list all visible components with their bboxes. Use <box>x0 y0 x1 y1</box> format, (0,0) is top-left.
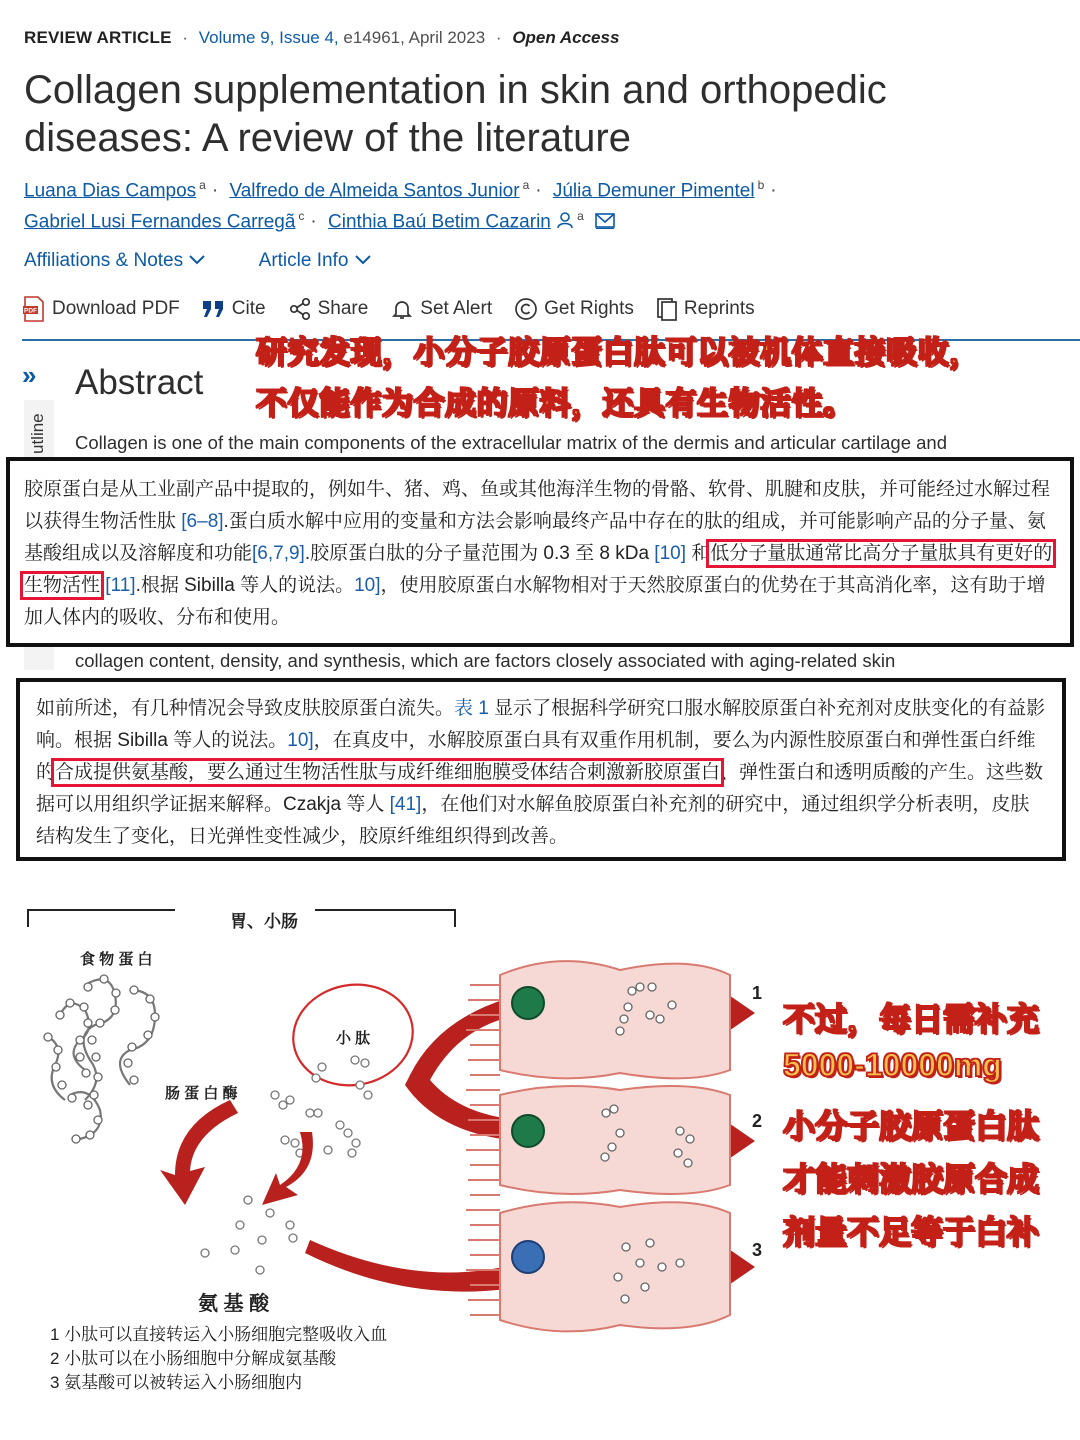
article-type: REVIEW ARTICLE <box>24 28 172 47</box>
separator: · <box>770 180 777 202</box>
intestinal-villi <box>466 961 730 1331</box>
overlay-caption-line-1: 研究发现，小分子胶原蛋白肽可以被机体直接吸收， <box>256 335 981 370</box>
download-pdf-button[interactable] <box>22 296 180 322</box>
chevron-down-icon <box>354 254 372 266</box>
article-info-toggle[interactable] <box>259 250 372 271</box>
diagram-legend-item: 3 氨基酸可以被转运入小肠细胞内 <box>50 1373 303 1392</box>
reference-link[interactable]: [11] <box>105 575 136 596</box>
article-number: e14961, April 2023 <box>343 28 486 47</box>
affiliation-marker: a <box>577 209 584 223</box>
get-rights-button[interactable] <box>514 297 634 321</box>
cite-button[interactable] <box>202 298 266 320</box>
meta-separator: · <box>182 28 189 47</box>
copyright-icon <box>514 297 538 321</box>
separator: · <box>211 180 219 202</box>
pathway-number: 1 <box>752 983 763 1003</box>
text-segment: .蛋白质水解中应用的变量和方法会影响最终产品中存在的肽的组成，并可能影响产品的分子量、氨基酸组成以及溶解度和功能 <box>24 511 1046 564</box>
pathway-number: 2 <box>752 1111 763 1131</box>
author-list-line-1 <box>24 178 783 202</box>
reference-link[interactable]: 10] <box>287 730 314 751</box>
transporter-green <box>512 987 544 1019</box>
pdf-icon <box>22 296 46 322</box>
outline-label: utline <box>28 413 47 454</box>
abstract-text-line: Collagen is one of the main components of the extracellular matrix of the dermis and articular cartilage and <box>75 432 948 453</box>
text-segment: .胶原蛋白肽的分子量范围为 0.3 至 8 kDa <box>304 543 655 564</box>
chevron-down-icon <box>188 254 206 266</box>
text-segment: ，使用胶原蛋白水解物相对于天然胶原蛋白的优势在于其高消化率，这有助于增加人体内的吸收、分布和使用。 <box>24 575 1046 628</box>
set-alert-label: Set Alert <box>420 298 493 319</box>
quote-icon <box>202 299 226 319</box>
text-segment: ，在他们对水解鱼胶原蛋白补充剂的研究中，通过组织学分析表明，皮肤结构发生了变化，日光弹性变性减少，胶原纤维组织得到改善。 <box>36 794 1030 847</box>
enzyme-label: 肠 蛋 白 酶 <box>165 1085 238 1102</box>
affiliations-notes-toggle[interactable] <box>24 250 206 271</box>
abstract-heading: Abstract <box>75 363 204 402</box>
affiliation-marker: b <box>757 178 765 192</box>
article-meta <box>24 28 619 48</box>
pathway-number: 3 <box>752 1240 763 1260</box>
reprints-label: Reprints <box>683 298 755 319</box>
affiliation-marker: a <box>199 178 206 192</box>
transporter-blue <box>512 1241 544 1273</box>
overlay-caption-line-2: 不仅能作为合成的原料，还具有生物活性。 <box>256 386 855 421</box>
text-segment: .根据 Sibilla 等人的说法。 <box>135 575 355 596</box>
get-rights-label: Get Rights <box>544 298 634 319</box>
side-note-line: 不过，每日需补充 <box>783 1001 1040 1037</box>
text-segment: 、弹性蛋白和透明质酸的产生。这些数据可以用组织学证据来解释。Czakja 等人 <box>36 762 1044 815</box>
share-icon <box>288 297 312 321</box>
diagram-top-label: 胃、小肠 <box>230 912 298 931</box>
small-peptide-label: 小 肽 <box>336 1030 371 1047</box>
highlighted-phrase: 合成提供氨基酸，要么通过生物活性肽与成纤维细胞膜受体结合刺激新胶原蛋白 <box>55 762 721 783</box>
person-icon <box>556 211 574 229</box>
abstract-text-line: collagen content, density, and synthesis, which are factors closely associated with aging-related skin <box>75 650 896 671</box>
article-info-label: Article Info <box>258 250 349 271</box>
author-link[interactable]: Luana Dias Campos <box>24 180 197 202</box>
author-link[interactable]: Júlia Demuner Pimentel <box>552 180 755 202</box>
meta-separator: · <box>495 28 502 47</box>
author-link[interactable]: Valfredo de Almeida Santos Junior <box>229 180 520 202</box>
separator: · <box>535 180 542 202</box>
text-segment: 显示了根据科学研究口服水解胶原蛋白补充剂对皮肤变化的有益影响。根据 Sibilla 等人的说法。 <box>36 698 1046 751</box>
volume-link[interactable]: Volume 9, Issue 4, <box>198 28 339 47</box>
side-note-line: 5000-10000mg <box>783 1047 1002 1083</box>
food-protein-label: 食 物 蛋 白 <box>80 951 153 968</box>
side-note-line: 剂量不足等于白补 <box>783 1214 1040 1250</box>
text-segment: ，在真皮中，水解胶原蛋白具有双重作用机制，要么为内源性胶原蛋白和弹性蛋白纤维的 <box>36 730 1036 783</box>
diagram-legend-item: 1 小肽可以直接转运入小肠细胞完整吸收入血 <box>50 1325 388 1344</box>
side-note-line: 小分子胶原蛋白肽 <box>783 1108 1040 1144</box>
reprints-icon <box>656 297 678 321</box>
reference-link[interactable]: [6,7,9] <box>252 543 305 564</box>
open-access-label: Open Access <box>512 28 620 47</box>
article-title: Collagen supplementation in skin and orthopedic diseases: A review of the literature <box>24 68 887 160</box>
table-link[interactable]: 表 1 <box>454 698 489 719</box>
reprints-button[interactable] <box>656 297 755 321</box>
share-label: Share <box>317 298 369 319</box>
reference-link[interactable]: 10] <box>354 575 381 596</box>
translation-paragraph <box>36 693 1048 853</box>
amino-acid-label: 氨 基 酸 <box>198 1293 270 1315</box>
text-segment: 胶原蛋白是从工业副产品中提取的，例如牛、猪、鸡、鱼或其他海洋生物的骨骼、软骨、肌腱和皮肤，并可能经过水解过程以获得生物活性肽 <box>24 479 1051 532</box>
side-note-line: 才能刺激胶原合成 <box>783 1161 1040 1197</box>
diagram-legend-item: 2 小肽可以在小肠细胞中分解成氨基酸 <box>50 1349 337 1368</box>
set-alert-button[interactable] <box>390 297 492 321</box>
reference-link[interactable]: [6–8] <box>181 511 224 532</box>
author-link[interactable]: Cinthia Baú Betim Cazarin <box>328 211 551 233</box>
separator: · <box>310 211 317 233</box>
affiliations-label: Affiliations & Notes <box>24 250 184 271</box>
reference-link[interactable]: [41] <box>389 794 422 815</box>
text-segment: 和 <box>686 543 711 564</box>
email-icon[interactable] <box>595 213 615 229</box>
translation-paragraph <box>24 474 1058 634</box>
translation-box-2 <box>16 678 1066 861</box>
translation-box-1 <box>6 457 1074 647</box>
expand-outline-icon[interactable]: » <box>22 360 37 390</box>
cite-label: Cite <box>231 298 266 319</box>
affiliation-marker: a <box>522 178 530 192</box>
author-list-line-2 <box>24 209 615 233</box>
article-toolbar <box>22 296 755 322</box>
reference-link[interactable]: [10] <box>654 543 686 564</box>
author-link[interactable]: Gabriel Lusi Fernandes Carregã <box>24 211 296 233</box>
article-tabs <box>24 250 420 272</box>
download-pdf-label: Download PDF <box>52 298 180 319</box>
text-segment: 如前所述，有几种情况会导致皮肤胶原蛋白流失。 <box>36 698 455 719</box>
transporter-green <box>512 1115 544 1147</box>
highlighted-phrase: 低分子量肽通常比高分子量肽具有更好的生物活性 <box>24 543 1053 596</box>
affiliation-marker: c <box>298 209 305 223</box>
bell-icon <box>390 297 414 321</box>
share-button[interactable] <box>288 297 369 321</box>
svg-text:PDF: PDF <box>24 307 37 315</box>
